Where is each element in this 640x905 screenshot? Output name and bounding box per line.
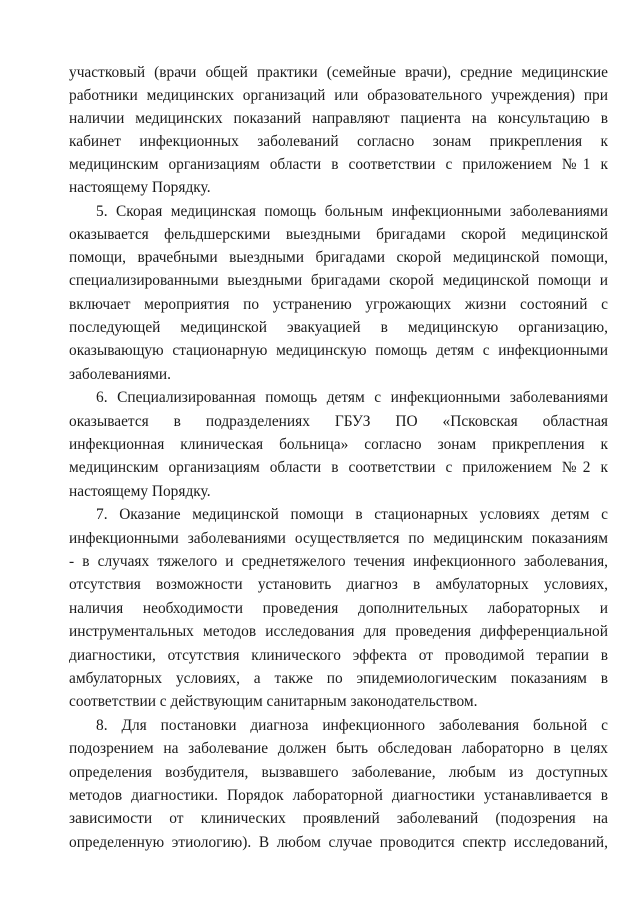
text-line: наличия необходимости проведения дополнительных лабораторных и: [69, 600, 608, 617]
text-line: отсутствия возможности установить диагноз в амбулаторных условиях,: [69, 576, 608, 593]
text-line: определения возбудителя, вызвавшего заболевание, любым из доступных: [69, 764, 608, 781]
text-line: помощи, врачебными выездными бригадами скорой медицинской помощи,: [69, 249, 608, 266]
text-line: оказывается в подразделениях ГБУЗ ПО «Псковская областная: [69, 413, 608, 430]
text-line: определенную этиологию). В любом случае проводится спектр исследований,: [69, 834, 608, 851]
text-line: инфекционными заболеваниями осуществляется по медицинским показаниям: [69, 530, 608, 547]
text-line: медицинским организациям области в соответствии с приложением №2 к: [69, 459, 608, 476]
paragraph-8-first-line: 8. Для постановки диагноза инфекционного заболевания больной с: [96, 717, 608, 734]
text-line: кабинет инфекционных заболеваний согласно зонам прикрепления к: [69, 133, 608, 150]
text-line: настоящему Порядку.: [69, 179, 211, 196]
text-line: заболеваниями.: [69, 366, 172, 383]
text-line: наличии медицинских показаний направляют пациента на консультацию в: [69, 110, 608, 127]
text-line: диагностики, отсутствия клинического эффекта от проводимой терапии в: [69, 647, 608, 664]
paragraph-5-first-line: 5. Скорая медицинская помощь больным инфекционными заболеваниями: [96, 203, 608, 220]
text-line: настоящему Порядку.: [69, 483, 211, 500]
text-line: методов диагностики. Порядок лабораторной диагностики устанавливается в: [69, 787, 608, 804]
text-line: подозрением на заболевание должен быть обследован лабораторно в целях: [69, 740, 608, 757]
text-line: медицинским организациям области в соответствии с приложением №1 к: [69, 156, 608, 173]
text-line: оказывающую стационарную медицинскую помощь детям с инфекционными: [69, 342, 608, 359]
text-line: зависимости от клинических проявлений заболеваний (подозрения на: [69, 810, 608, 827]
text-line: инфекционная клиническая больница» согласно зонам прикрепления к: [69, 436, 608, 453]
text-line: работники медицинских организаций или образовательного учреждения) при: [69, 87, 608, 104]
text-line: участковый (врачи общей практики (семейные врачи), средние медицинские: [69, 64, 608, 81]
text-line: включает мероприятия по устранению угрожающих жизни состояний с: [69, 296, 608, 313]
text-line: специализированными выездными бригадами скорой медицинской помощи и: [69, 272, 608, 289]
text-line: оказывается фельдшерскими выездными бригадами скорой медицинской: [69, 226, 608, 243]
paragraph-7-first-line: 7. Оказание медицинской помощи в стационарных условиях детям с: [96, 506, 608, 523]
text-line: инструментальных методов исследования для проведения дифференциальной: [69, 623, 608, 640]
text-line: амбулаторных условиях, а также по эпидемиологическим показаниям в: [69, 670, 608, 687]
text-line: - в случаях тяжелого и среднетяжелого течения инфекционного заболевания,: [69, 553, 608, 570]
text-line: соответствии с действующим санитарным законодательством.: [69, 693, 478, 710]
paragraph-6-first-line: 6. Специализированная помощь детям с инфекционными заболеваниями: [96, 389, 608, 406]
text-line: последующей медицинской эвакуацией в медицинскую организацию,: [69, 319, 608, 336]
